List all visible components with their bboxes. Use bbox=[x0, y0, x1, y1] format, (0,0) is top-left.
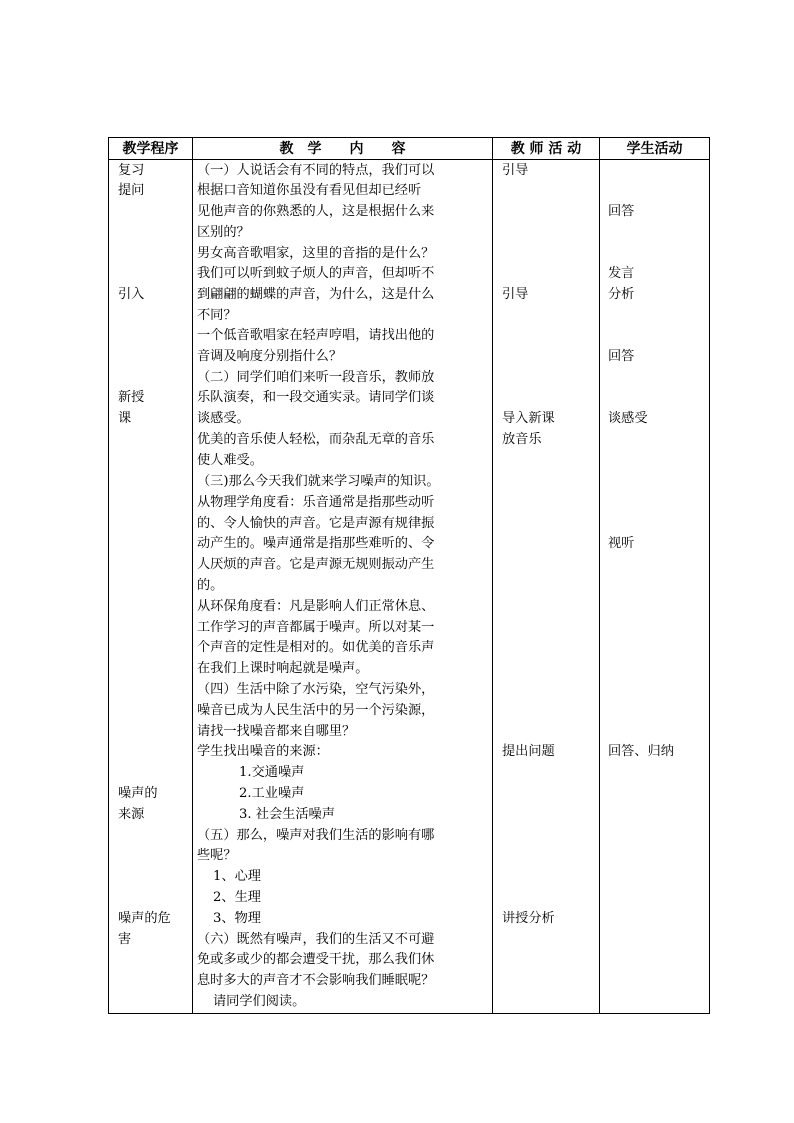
content-line: 男女高音歌唱家，这里的音指的是什么？ bbox=[197, 246, 435, 261]
student-activity-item: 回答 bbox=[608, 349, 635, 364]
content-line: 的。 bbox=[197, 578, 224, 593]
content-line: 3. 社会生活噪声 bbox=[239, 807, 335, 822]
procedure-label: 噪声的 bbox=[118, 786, 158, 801]
teacher-activity-item: 引导 bbox=[502, 287, 529, 302]
content-line: 免或多或少的都会遭受干扰，那么我们休 bbox=[197, 952, 435, 967]
content-line: 不同？ bbox=[197, 308, 237, 323]
content-line: 音调及响度分别指什么？ bbox=[197, 349, 343, 364]
content-line: 请找一找噪音都来自哪里？ bbox=[197, 724, 356, 739]
content-line: 从物理学角度看：乐音通常是指那些动听 bbox=[197, 495, 435, 510]
teacher-activity-item: 引导 bbox=[502, 163, 529, 178]
header-content: 教 学 内 容 bbox=[193, 138, 493, 160]
content-line: 谈感受。 bbox=[197, 411, 250, 426]
student-activity-cell bbox=[600, 160, 710, 1014]
content-line: 请同学们阅读。 bbox=[213, 994, 306, 1009]
content-line: 人厌烦的声音。它是声源无规则振动产生 bbox=[197, 557, 435, 572]
content-line: （五）那么，噪声对我们生活的影响有哪 bbox=[197, 828, 435, 843]
content-line: （四）生活中除了水污染，空气污染外， bbox=[197, 682, 435, 697]
content-line: 我们可以听到蚊子烦人的声音，但却听不 bbox=[197, 266, 435, 281]
student-activity-item: 回答 bbox=[608, 204, 635, 219]
procedure-label: 提问 bbox=[118, 183, 145, 198]
student-activity-item: 视听 bbox=[608, 536, 635, 551]
content-line: 些呢？ bbox=[197, 848, 237, 863]
content-line: 的、令人愉快的声音。它是声源有规律振 bbox=[197, 516, 435, 531]
teacher-activity-item: 导入新课 bbox=[502, 411, 555, 426]
lesson-plan-table bbox=[108, 137, 710, 1014]
teacher-activity-item: 提出问题 bbox=[502, 744, 555, 759]
teacher-activity-item: 讲授分析 bbox=[502, 911, 555, 926]
teacher-activity-cell bbox=[493, 160, 600, 1014]
procedure-label: 噪声的危 bbox=[118, 911, 171, 926]
content-line: （六）既然有噪声，我们的生活又不可避 bbox=[197, 932, 435, 947]
student-activity-item: 分析 bbox=[608, 287, 635, 302]
content-line: 动产生的。噪声通常是指那些难听的、令 bbox=[197, 536, 435, 551]
content-line: （一）人说话会有不同的特点，我们可以 bbox=[197, 163, 435, 178]
content-cell bbox=[193, 160, 493, 1014]
content-line: 见他声音的你熟悉的人，这是根据什么来 bbox=[197, 204, 435, 219]
content-line: 在我们上课时响起就是噪声。 bbox=[197, 661, 369, 676]
content-line: 个声音的定性是相对的。如优美的音乐声 bbox=[197, 640, 435, 655]
content-line: 乐队演奏，和一段交通实录。请同学们谈 bbox=[197, 390, 435, 405]
teacher-activity-item: 放音乐 bbox=[502, 432, 542, 447]
content-line: 工作学习的声音都属于噪声。所以对某一 bbox=[197, 620, 435, 635]
procedure-label: 来源 bbox=[118, 807, 145, 822]
content-line: 噪音已成为人民生活中的另一个污染源， bbox=[197, 703, 435, 718]
procedure-cell bbox=[109, 160, 193, 1014]
content-line: 学生找出噪音的来源： bbox=[197, 744, 329, 759]
student-activity-item: 谈感受 bbox=[608, 411, 648, 426]
content-line: 优美的音乐使人轻松，而杂乱无章的音乐 bbox=[197, 432, 435, 447]
table-header-row bbox=[109, 138, 710, 160]
content-line: 根据口音知道你虽没有看见但却已经听 bbox=[197, 183, 422, 198]
header-procedure: 教学程序 bbox=[109, 138, 193, 160]
content-line: （二）同学们咱们来听一段音乐，教师放 bbox=[197, 370, 435, 385]
procedure-label: 害 bbox=[118, 932, 132, 947]
header-teacher-activity: 教 师 活 动 bbox=[493, 138, 600, 160]
content-line: 2、生理 bbox=[213, 890, 261, 905]
content-line: 到翩翩的蝴蝶的声音，为什么，这是什么 bbox=[197, 287, 435, 302]
content-line: 区别的？ bbox=[197, 225, 250, 240]
content-line: 1、心理 bbox=[213, 869, 261, 884]
header-student-activity: 学生活动 bbox=[600, 138, 710, 160]
content-line: 2.工业噪声 bbox=[239, 786, 305, 801]
content-line: 使人难受。 bbox=[197, 453, 263, 468]
content-line: 息时多大的声音才不会影响我们睡眠呢？ bbox=[197, 973, 435, 988]
content-line: 从环保角度看：凡是影响人们正常休息、 bbox=[197, 599, 435, 614]
procedure-label: 新授 bbox=[118, 390, 145, 405]
student-activity-item: 回答、归纳 bbox=[608, 744, 674, 759]
procedure-label: 引入 bbox=[118, 287, 145, 302]
table-body-row bbox=[109, 160, 710, 1014]
content-line: 1.交通噪声 bbox=[239, 765, 305, 780]
content-line: （三)那么今天我们就来学习噪声的知识。 bbox=[197, 474, 440, 489]
procedure-label: 复习 bbox=[118, 163, 145, 178]
student-activity-item: 发言 bbox=[608, 266, 635, 281]
content-line: 3、物理 bbox=[213, 911, 261, 926]
procedure-label: 课 bbox=[118, 411, 132, 426]
content-line: 一个低音歌唱家在轻声哼唱，请找出他的 bbox=[197, 328, 435, 343]
